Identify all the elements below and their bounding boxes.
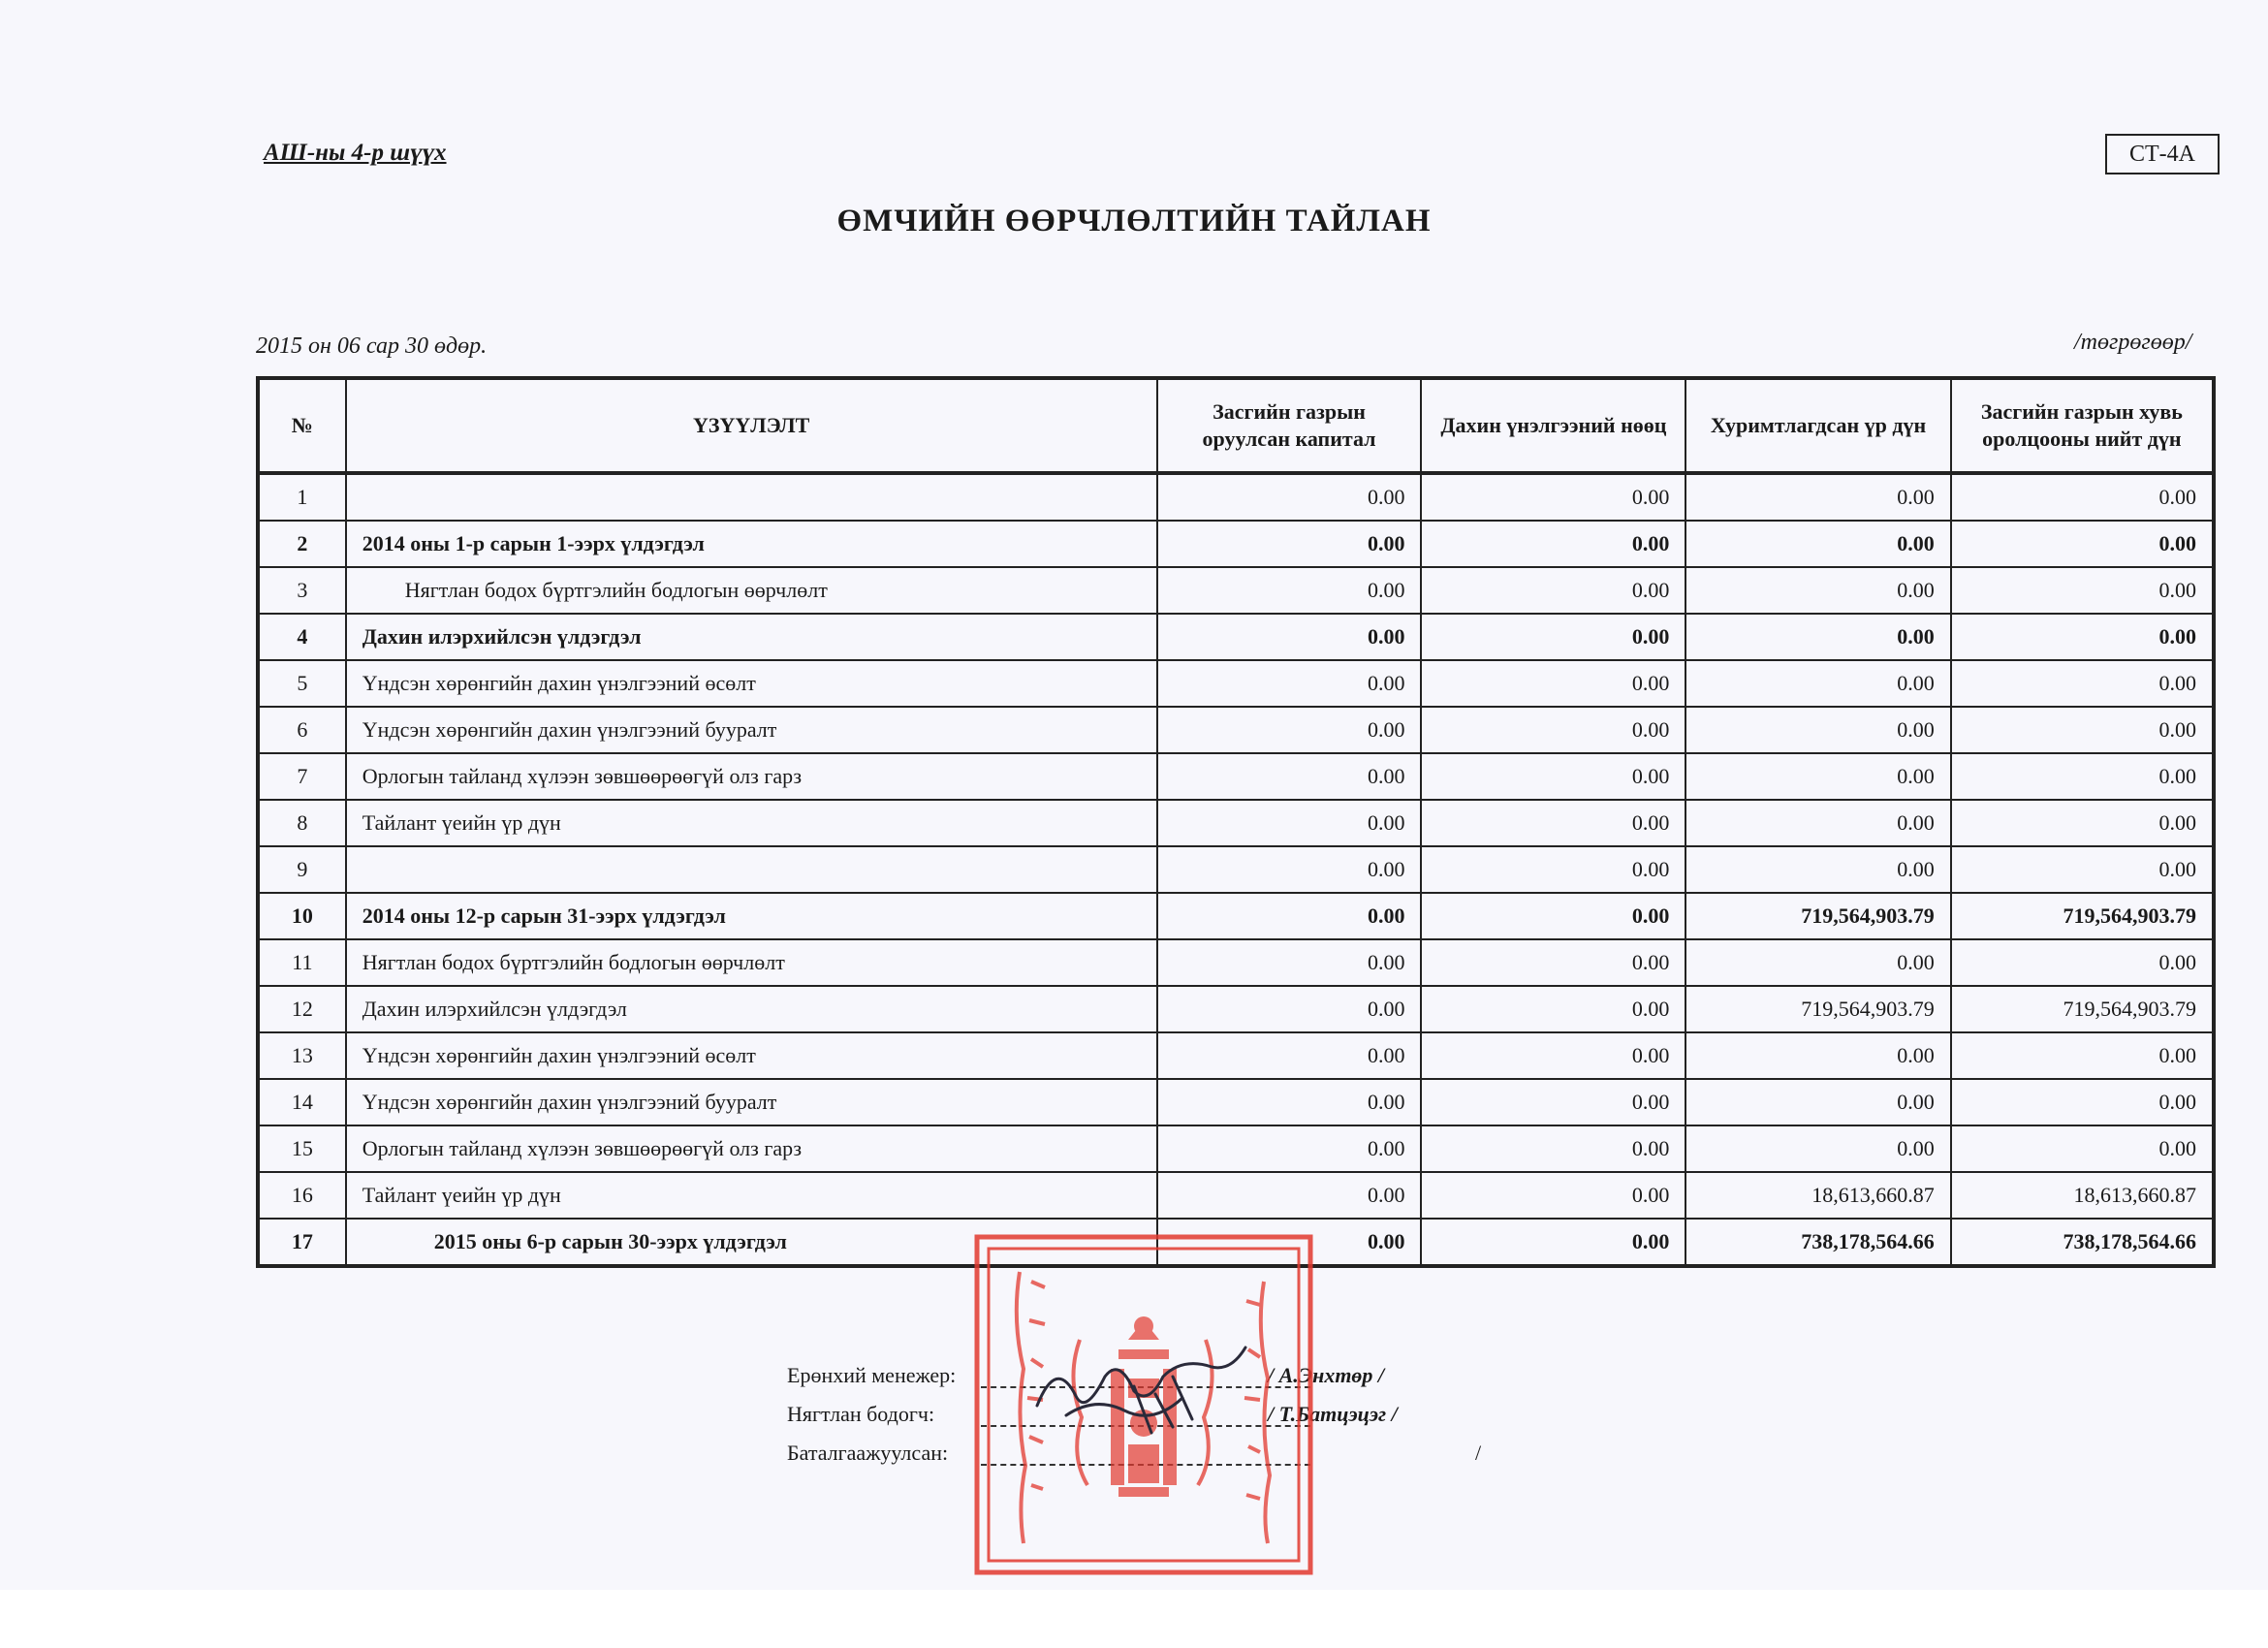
signature-label: Нягтлан бодогч: — [787, 1402, 935, 1426]
revaluation-value: 0.00 — [1421, 1125, 1685, 1172]
total-value: 0.00 — [1951, 939, 2214, 986]
row-description: Үндсэн хөрөнгийн дахин үнэлгээний өсөлт — [346, 1032, 1157, 1079]
retained-earnings-value: 0.00 — [1685, 1079, 1950, 1125]
table-row — [258, 1125, 2214, 1172]
row-description: Нягтлан бодох бүртгэлийн бодлогын өөрчлөлт — [346, 567, 1157, 614]
revaluation-value: 0.00 — [1421, 614, 1685, 660]
row-description: Дахин илэрхийлсэн үлдэгдэл — [346, 614, 1157, 660]
table-row — [258, 660, 2214, 707]
total-value: 18,613,660.87 — [1951, 1172, 2214, 1219]
table-row — [258, 521, 2214, 567]
row-description: Үндсэн хөрөнгийн дахин үнэлгээний бууралт — [346, 707, 1157, 753]
table-body — [258, 473, 2214, 1266]
total-value: 0.00 — [1951, 753, 2214, 800]
row-description: 2014 оны 1-р сарын 1-ээрх үлдэгдэл — [346, 521, 1157, 567]
table-row — [258, 986, 2214, 1032]
scan-margin — [0, 1590, 2268, 1648]
table-row — [258, 846, 2214, 893]
total-value: 738,178,564.66 — [1951, 1219, 2214, 1266]
total-value: 0.00 — [1951, 1125, 2214, 1172]
revaluation-value: 0.00 — [1421, 939, 1685, 986]
retained-earnings-value: 0.00 — [1685, 753, 1950, 800]
column-header-capital: Засгийн газрын оруулсан капитал — [1157, 378, 1422, 473]
retained-earnings-value: 0.00 — [1685, 614, 1950, 660]
row-description: Тайлант үеийн үр дүн — [346, 1172, 1157, 1219]
table-row — [258, 707, 2214, 753]
row-description — [346, 473, 1157, 521]
row-description: Орлогын тайланд хүлээн зөвшөөрөөгүй олз гарз — [346, 1125, 1157, 1172]
total-value: 0.00 — [1951, 567, 2214, 614]
row-description: Үндсэн хөрөнгийн дахин үнэлгээний бууралт — [346, 1079, 1157, 1125]
signature-row-manager — [787, 1361, 1385, 1390]
retained-earnings-value: 0.00 — [1685, 846, 1950, 893]
revaluation-value: 0.00 — [1421, 1219, 1685, 1266]
capital-value: 0.00 — [1157, 1079, 1422, 1125]
column-header-retained-earnings: Хуримтлагдсан үр дүн — [1685, 378, 1950, 473]
capital-value: 0.00 — [1157, 753, 1422, 800]
total-value: 0.00 — [1951, 1032, 2214, 1079]
retained-earnings-value: 0.00 — [1685, 521, 1950, 567]
revaluation-value: 0.00 — [1421, 753, 1685, 800]
signature-row-accountant — [787, 1400, 1398, 1429]
revaluation-value: 0.00 — [1421, 521, 1685, 567]
table-row — [258, 1079, 2214, 1125]
report-date: 2015 он 06 сар 30 өдөр. — [256, 333, 488, 359]
row-description — [346, 846, 1157, 893]
row-number: 9 — [258, 846, 346, 893]
signatory-name: / Т.Батцэцэг / — [1268, 1402, 1398, 1426]
row-description: Орлогын тайланд хүлээн зөвшөөрөөгүй олз гарз — [346, 753, 1157, 800]
signature-label: Ерөнхий менежер: — [787, 1363, 957, 1387]
total-value: 0.00 — [1951, 707, 2214, 753]
table-row — [258, 567, 2214, 614]
document-title: ӨМЧИЙН ӨӨРЧЛӨЛТИЙН ТАЙЛАН — [836, 204, 1432, 238]
row-description: Тайлант үеийн үр дүн — [346, 800, 1157, 846]
capital-value: 0.00 — [1157, 1172, 1422, 1219]
capital-value: 0.00 — [1157, 473, 1422, 521]
signatory-name: / А.Энхтөр / — [1268, 1363, 1385, 1387]
signature-line — [981, 1464, 1310, 1466]
table-row — [258, 1219, 2214, 1266]
row-number: 10 — [258, 893, 346, 939]
row-number: 8 — [258, 800, 346, 846]
revaluation-value: 0.00 — [1421, 986, 1685, 1032]
table-row — [258, 1172, 2214, 1219]
table-header-row — [258, 378, 2214, 473]
capital-value: 0.00 — [1157, 846, 1422, 893]
row-number: 15 — [258, 1125, 346, 1172]
retained-earnings-value: 719,564,903.79 — [1685, 893, 1950, 939]
row-number: 1 — [258, 473, 346, 521]
column-header-total: Засгийн газрын хувь оролцооны нийт дүн — [1951, 378, 2214, 473]
table-row — [258, 753, 2214, 800]
retained-earnings-value: 0.00 — [1685, 1032, 1950, 1079]
row-number: 7 — [258, 753, 346, 800]
signature-line — [981, 1425, 1310, 1427]
revaluation-value: 0.00 — [1421, 660, 1685, 707]
retained-earnings-value: 0.00 — [1685, 939, 1950, 986]
capital-value: 0.00 — [1157, 893, 1422, 939]
table-row — [258, 1032, 2214, 1079]
retained-earnings-value: 0.00 — [1685, 707, 1950, 753]
total-value: 0.00 — [1951, 660, 2214, 707]
capital-value: 0.00 — [1157, 614, 1422, 660]
row-number: 6 — [258, 707, 346, 753]
capital-value: 0.00 — [1157, 521, 1422, 567]
total-value: 0.00 — [1951, 614, 2214, 660]
capital-value: 0.00 — [1157, 1219, 1422, 1266]
capital-value: 0.00 — [1157, 567, 1422, 614]
capital-value: 0.00 — [1157, 707, 1422, 753]
row-number: 11 — [258, 939, 346, 986]
row-description: Дахин илэрхийлсэн үлдэгдэл — [346, 986, 1157, 1032]
column-header-description: ҮЗҮҮЛЭЛТ — [346, 378, 1157, 473]
row-number: 16 — [258, 1172, 346, 1219]
row-number: 13 — [258, 1032, 346, 1079]
retained-earnings-value: 0.00 — [1685, 1125, 1950, 1172]
total-value: 719,564,903.79 — [1951, 986, 2214, 1032]
row-number: 3 — [258, 567, 346, 614]
currency-unit: /төгрөгөөр/ — [2074, 330, 2192, 355]
total-value: 0.00 — [1951, 1079, 2214, 1125]
total-value: 0.00 — [1951, 846, 2214, 893]
revaluation-value: 0.00 — [1421, 893, 1685, 939]
row-number: 12 — [258, 986, 346, 1032]
retained-earnings-value: 18,613,660.87 — [1685, 1172, 1950, 1219]
total-value: 719,564,903.79 — [1951, 893, 2214, 939]
revaluation-value: 0.00 — [1421, 473, 1685, 521]
table-row — [258, 614, 2214, 660]
table-row — [258, 800, 2214, 846]
retained-earnings-value: 0.00 — [1685, 473, 1950, 521]
revaluation-value: 0.00 — [1421, 567, 1685, 614]
revaluation-value: 0.00 — [1421, 1172, 1685, 1219]
signature-end-slash: / — [1475, 1441, 1482, 1465]
row-description: 2014 оны 12-р сарын 31-ээрх үлдэгдэл — [346, 893, 1157, 939]
total-value: 0.00 — [1951, 473, 2214, 521]
row-number: 5 — [258, 660, 346, 707]
revaluation-value: 0.00 — [1421, 846, 1685, 893]
revaluation-value: 0.00 — [1421, 1079, 1685, 1125]
table-row — [258, 939, 2214, 986]
equity-changes-table — [256, 376, 2216, 1268]
revaluation-value: 0.00 — [1421, 1032, 1685, 1079]
retained-earnings-value: 0.00 — [1685, 660, 1950, 707]
retained-earnings-value: 0.00 — [1685, 567, 1950, 614]
total-value: 0.00 — [1951, 521, 2214, 567]
capital-value: 0.00 — [1157, 660, 1422, 707]
revaluation-value: 0.00 — [1421, 707, 1685, 753]
row-description: Үндсэн хөрөнгийн дахин үнэлгээний өсөлт — [346, 660, 1157, 707]
table-row — [258, 893, 2214, 939]
capital-value: 0.00 — [1157, 1032, 1422, 1079]
total-value: 0.00 — [1951, 800, 2214, 846]
revaluation-value: 0.00 — [1421, 800, 1685, 846]
row-number: 14 — [258, 1079, 346, 1125]
capital-value: 0.00 — [1157, 939, 1422, 986]
signature-row-verified — [787, 1439, 1482, 1468]
retained-earnings-value: 719,564,903.79 — [1685, 986, 1950, 1032]
row-number: 2 — [258, 521, 346, 567]
retained-earnings-value: 738,178,564.66 — [1685, 1219, 1950, 1266]
row-description: 2015 оны 6-р сарын 30-ээрх үлдэгдэл — [346, 1219, 1157, 1266]
column-header-number: № — [258, 378, 346, 473]
row-description: Нягтлан бодох бүртгэлийн бодлогын өөрчлөлт — [346, 939, 1157, 986]
capital-value: 0.00 — [1157, 1125, 1422, 1172]
capital-value: 0.00 — [1157, 800, 1422, 846]
table-row — [258, 473, 2214, 521]
signature-label: Баталгаажуулсан: — [787, 1441, 949, 1465]
form-code-box: СТ-4А — [2105, 134, 2220, 174]
column-header-revaluation: Дахин үнэлгээний нөөц — [1421, 378, 1685, 473]
form-reference: АШ-ны 4-р шүүх — [264, 140, 447, 166]
signature-line — [981, 1386, 1310, 1388]
retained-earnings-value: 0.00 — [1685, 800, 1950, 846]
row-number: 4 — [258, 614, 346, 660]
row-number: 17 — [258, 1219, 346, 1266]
capital-value: 0.00 — [1157, 986, 1422, 1032]
